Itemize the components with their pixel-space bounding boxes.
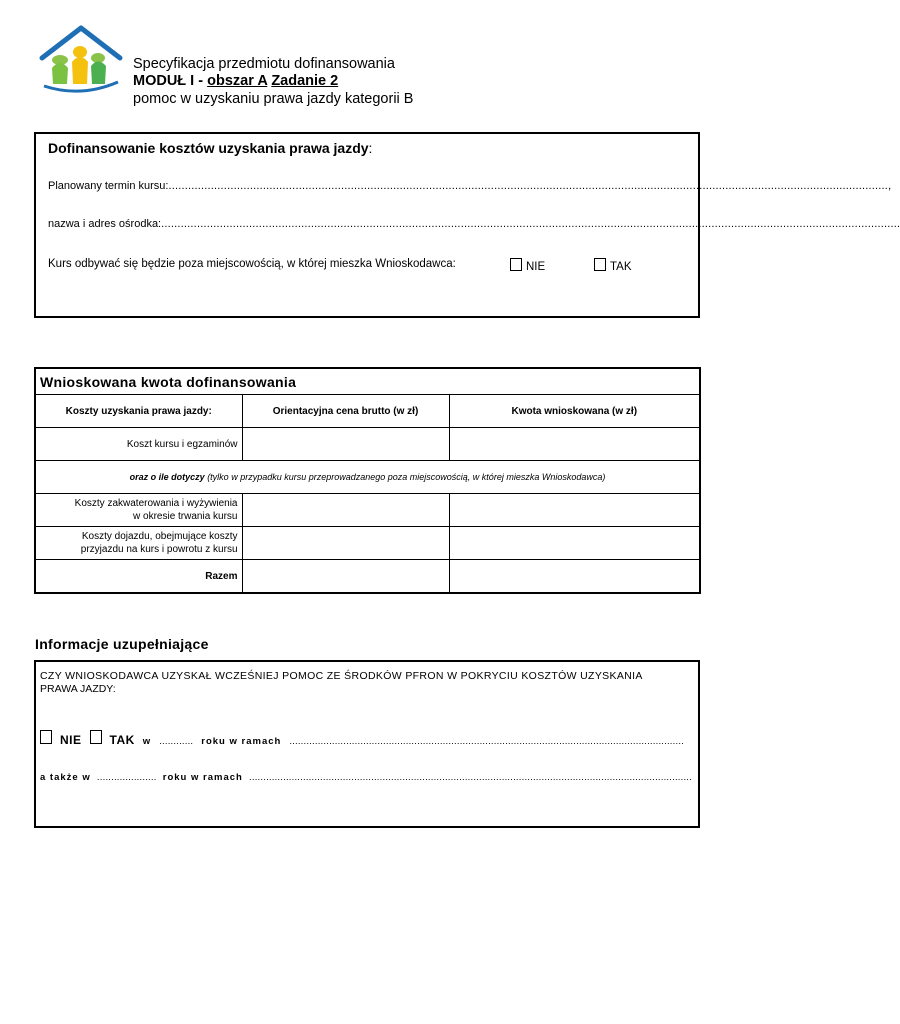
total-price-cell[interactable] — [242, 560, 449, 594]
task-label: Zadanie 2 — [271, 73, 339, 89]
checkbox-icon[interactable] — [40, 730, 52, 744]
option-yes[interactable]: TAK — [109, 733, 135, 747]
option-no[interactable]: NIE — [510, 258, 545, 273]
travel-price-cell[interactable] — [242, 527, 449, 560]
conditional-note: oraz o ile dotyczy (tylko w przypadku kursu przeprowadzanego poza miejscowością, w której mieszka Wnioskodawca) — [35, 461, 700, 494]
accommodation-cost-label: Koszty zakwaterowania i wyżywienia w okresie trwania kursu — [35, 494, 242, 527]
accommodation-amount-cell[interactable] — [449, 494, 700, 527]
funding-cost-box — [34, 132, 900, 318]
driving-school-field[interactable] — [48, 218, 900, 230]
travel-cost-label: Koszty dojazdu, obejmujące koszty przyjazdu na kurs i powrotu z kursu — [35, 527, 242, 560]
year-dots[interactable]: ............ — [159, 736, 194, 747]
planned-date-label: Planowany termin kursu: — [48, 180, 169, 192]
driving-school-label: nazwa i adres ośrodka: — [48, 218, 162, 230]
previous-aid-answer-row[interactable]: NIE TAK w ............ roku w ramach ........................................................................................................................................... — [40, 730, 692, 747]
funding-cost-title: Dofinansowanie kosztów uzyskania prawa jazdy: — [48, 140, 373, 156]
option-no[interactable]: NIE — [60, 733, 82, 747]
requested-amount-table — [34, 367, 701, 594]
checkbox-icon[interactable] — [594, 258, 606, 271]
spec-subtitle: pomoc w uzyskaniu prawa jazdy kategorii B — [133, 91, 414, 107]
course-cost-amount-cell[interactable] — [449, 428, 700, 461]
course-cost-label: Koszt kursu i egzaminów — [35, 428, 242, 461]
travel-amount-cell[interactable] — [449, 527, 700, 560]
checkbox-icon[interactable] — [90, 730, 102, 744]
additional-info-box — [34, 660, 700, 828]
checkbox-icon[interactable] — [510, 258, 522, 271]
column-header: Koszty uzyskania prawa jazdy: — [35, 395, 242, 428]
additional-info-title: Informacje uzupełniające — [35, 636, 209, 652]
previous-aid-question: CZY WNIOSKODAWCA UZYSKAŁ WCZEŚNIEJ POMOC ZE ŚRODKÓW PFRON W POKRYCIU KOSZTÓW UZYSKANIA PRAWA JAZDY: — [40, 670, 643, 695]
planned-date-field[interactable]: Planowany termin kursu: ............................................................................................................................................................................................................................. , — [48, 180, 892, 192]
module-label: MODUŁ I - — [133, 73, 204, 89]
total-label: Razem — [35, 560, 242, 594]
column-header: Kwota wnioskowana (w zł) — [449, 395, 700, 428]
pfron-logo — [36, 22, 126, 92]
year-dots[interactable]: ..................... — [96, 772, 157, 783]
column-header: Orientacyjna cena brutto (w zł) — [242, 395, 449, 428]
spec-title: Specyfikacja przedmiotu dofinansowania — [133, 56, 395, 72]
total-amount-cell[interactable] — [449, 560, 700, 594]
program-dots[interactable]: ........................................................................................................................................... — [289, 736, 685, 747]
option-yes[interactable]: TAK — [594, 258, 632, 273]
course-cost-price-cell[interactable] — [242, 428, 449, 461]
area-label: obszar A — [207, 73, 268, 89]
driving-school-dots: ................................................................................................................................................................................................................................... — [161, 218, 900, 230]
requested-amount-title: Wnioskowana kwota dofinansowania — [35, 368, 700, 395]
accommodation-price-cell[interactable] — [242, 494, 449, 527]
program-dots[interactable]: ............................................................................................................................................................ — [249, 772, 692, 783]
planned-date-dots: ............................................................................................................................................................................................................................. — [168, 180, 889, 192]
module-heading — [133, 73, 338, 89]
also-aid-row[interactable]: a także w ..................... roku w ramach ............................................................................................................................................................ — [40, 772, 692, 783]
outside-residence-question: Kurs odbywać się będzie poza miejscowością, w której mieszka Wnioskodawca: — [48, 258, 456, 270]
